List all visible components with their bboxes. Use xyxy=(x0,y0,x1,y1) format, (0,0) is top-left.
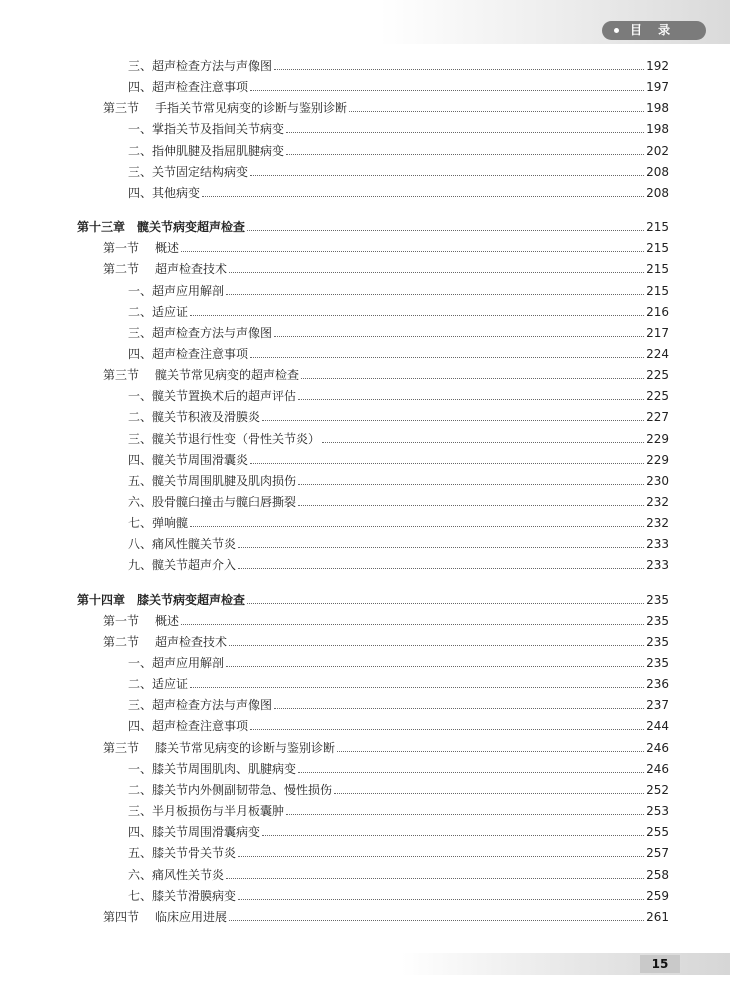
toc-entry-label: 三、超声检查方法与声像图 xyxy=(128,326,273,340)
toc-page-number: 215 xyxy=(646,284,669,298)
toc-page-number: 227 xyxy=(646,410,669,424)
toc-page-number: 198 xyxy=(646,122,669,136)
toc-entry-label: 六、股骨髋臼撞击与髋臼唇撕裂 xyxy=(128,495,297,509)
toc-entry-label: 一、超声应用解剖 xyxy=(128,656,225,670)
toc-page-number: 229 xyxy=(646,432,669,446)
toc-entry-label xyxy=(103,241,179,255)
toc-section-number: 第二节 xyxy=(103,262,140,276)
dot-leader xyxy=(286,813,644,815)
toc-section-number: 第三节 xyxy=(103,368,140,382)
toc-item-entry[interactable] xyxy=(128,138,669,158)
toc-entry-label: 二、指伸肌腱及指屈肌腱病变 xyxy=(128,144,285,158)
toc-entry-label: 三、超声检查方法与声像图 xyxy=(128,59,273,73)
toc-section-title: 概述 xyxy=(155,614,180,628)
toc-entry-label: 一、掌指关节及指间关节病变 xyxy=(128,122,285,136)
toc-page-number: 252 xyxy=(646,783,669,797)
toc-section-number: 第一节 xyxy=(103,614,140,628)
toc-section-entry[interactable] xyxy=(103,735,669,755)
toc-page-number: 246 xyxy=(646,741,669,755)
dot-leader xyxy=(247,229,644,231)
toc-section-number: 第二节 xyxy=(103,635,140,649)
dot-leader xyxy=(262,419,644,421)
toc-page-number: 233 xyxy=(646,537,669,551)
toc-item-entry[interactable] xyxy=(128,840,669,860)
dot-leader xyxy=(298,483,644,485)
toc-entry-label xyxy=(103,635,227,649)
toc-entry-label: 二、髋关节积液及滑膜炎 xyxy=(128,410,261,424)
toc-item-entry[interactable] xyxy=(128,756,669,776)
toc-entry-label xyxy=(103,741,335,755)
toc-item-entry[interactable] xyxy=(128,650,669,670)
dot-leader xyxy=(190,525,644,527)
toc-page-number: 208 xyxy=(646,165,669,179)
toc-section-title: 临床应用进展 xyxy=(155,910,228,924)
toc-item-entry[interactable] xyxy=(128,531,669,551)
toc-page-number: 215 xyxy=(646,241,669,255)
dot-leader xyxy=(238,546,644,548)
toc-entry-label: 五、膝关节骨关节炎 xyxy=(128,846,237,860)
toc-item-entry[interactable] xyxy=(128,447,669,467)
dot-leader xyxy=(250,174,644,176)
toc-item-entry[interactable] xyxy=(128,426,669,446)
toc-entry-label: 四、髋关节周围滑囊炎 xyxy=(128,453,249,467)
dot-leader xyxy=(250,462,644,464)
toc-section-entry[interactable] xyxy=(103,904,669,924)
dot-leader xyxy=(190,686,644,688)
toc-entry-label: 三、髋关节退行性变（骨性关节炎） xyxy=(128,432,321,446)
toc-item-entry[interactable] xyxy=(128,299,669,319)
toc-entry-label: 四、膝关节周围滑囊病变 xyxy=(128,825,261,839)
toc-page-number: 197 xyxy=(646,80,669,94)
toc-page-number: 232 xyxy=(646,516,669,530)
toc-entry-label xyxy=(103,910,227,924)
toc-section-entry[interactable] xyxy=(103,95,669,115)
toc-page-number: 215 xyxy=(646,220,669,234)
dot-leader xyxy=(298,504,644,506)
toc-entry-label: 六、痛风性关节炎 xyxy=(128,868,225,882)
toc-chapter-entry[interactable] xyxy=(77,587,669,607)
toc-page-number: 258 xyxy=(646,868,669,882)
dot-leader xyxy=(262,834,644,836)
toc-entry-label xyxy=(103,614,179,628)
dot-leader xyxy=(250,89,644,91)
toc-item-entry[interactable] xyxy=(128,383,669,403)
toc-entry-label: 三、关节固定结构病变 xyxy=(128,165,249,179)
toc-page-number: 208 xyxy=(646,186,669,200)
toc-item-entry[interactable] xyxy=(128,53,669,73)
toc-page-number: 235 xyxy=(646,656,669,670)
dot-leader xyxy=(301,377,644,379)
dot-leader xyxy=(190,314,644,316)
toc-chapter-entry[interactable] xyxy=(77,214,669,234)
dot-leader xyxy=(250,728,644,730)
toc-entry-label: 一、超声应用解剖 xyxy=(128,284,225,298)
dot-leader xyxy=(229,644,644,646)
dot-leader xyxy=(229,919,644,921)
toc-entry-label: 八、痛风性髋关节炎 xyxy=(128,537,237,551)
dot-leader xyxy=(337,750,644,752)
toc-item-entry[interactable] xyxy=(128,713,669,733)
toc-item-entry[interactable] xyxy=(128,341,669,361)
dot-leader xyxy=(322,441,644,443)
toc-section-number: 第三节 xyxy=(103,101,140,115)
dot-leader xyxy=(274,335,644,337)
toc-page-number: 232 xyxy=(646,495,669,509)
toc-entry-label xyxy=(103,101,347,115)
toc-page-number: 235 xyxy=(646,614,669,628)
toc-item-entry[interactable] xyxy=(128,798,669,818)
toc-section-entry[interactable] xyxy=(103,629,669,649)
toc-item-entry[interactable] xyxy=(128,468,669,488)
toc-page-number: 225 xyxy=(646,368,669,382)
toc-section-entry[interactable] xyxy=(103,362,669,382)
dot-leader xyxy=(229,271,644,273)
toc-item-entry[interactable] xyxy=(128,552,669,572)
toc-item-entry[interactable] xyxy=(128,74,669,94)
dot-leader xyxy=(334,792,644,794)
toc-page-number: 236 xyxy=(646,677,669,691)
toc-section-number: 第四节 xyxy=(103,910,140,924)
toc-entry-label: 四、其他病变 xyxy=(128,186,201,200)
toc-entry-label: 七、弹响髋 xyxy=(128,516,189,530)
toc-entry-label xyxy=(103,262,227,276)
dot-leader xyxy=(274,68,644,70)
toc-section-entry[interactable] xyxy=(103,235,669,255)
toc-page-number: 257 xyxy=(646,846,669,860)
dot-leader xyxy=(226,877,644,879)
toc-page-number: 233 xyxy=(646,558,669,572)
toc-entry-label: 九、髋关节超声介入 xyxy=(128,558,237,572)
toc-page-number: 217 xyxy=(646,326,669,340)
toc-page-number: 255 xyxy=(646,825,669,839)
dot-leader xyxy=(226,665,644,667)
toc-entry-label: 五、髋关节周围肌腱及肌肉损伤 xyxy=(128,474,297,488)
toc-page-number: 261 xyxy=(646,910,669,924)
toc-item-entry[interactable] xyxy=(128,489,669,509)
toc-page-number: 246 xyxy=(646,762,669,776)
toc-entry-label: 第十三章 髋关节病变超声检查 xyxy=(77,220,246,234)
dot-leader xyxy=(250,356,644,358)
toc-section-number: 第三节 xyxy=(103,741,140,755)
dot-leader xyxy=(238,898,644,900)
toc-item-entry[interactable] xyxy=(128,404,669,424)
toc-item-entry[interactable] xyxy=(128,883,669,903)
toc-page-number: 192 xyxy=(646,59,669,73)
toc-page-number: 259 xyxy=(646,889,669,903)
toc-section-title: 手指关节常见病变的诊断与鉴别诊断 xyxy=(155,101,348,115)
toc-page-number: 224 xyxy=(646,347,669,361)
toc-page-number: 202 xyxy=(646,144,669,158)
toc-section-entry[interactable] xyxy=(103,256,669,276)
toc-entry-label: 三、半月板损伤与半月板囊肿 xyxy=(128,804,285,818)
toc-entry-label: 四、超声检查注意事项 xyxy=(128,347,249,361)
toc-item-entry[interactable] xyxy=(128,671,669,691)
page-number: 15 xyxy=(640,955,680,973)
toc-item-entry[interactable] xyxy=(128,180,669,200)
toc-page-number: 216 xyxy=(646,305,669,319)
toc-entry-label: 二、膝关节内外侧副韧带急、慢性损伤 xyxy=(128,783,333,797)
toc-page-number: 230 xyxy=(646,474,669,488)
toc-section-number: 第一节 xyxy=(103,241,140,255)
toc-item-entry[interactable] xyxy=(128,278,669,298)
toc-page-number: 229 xyxy=(646,453,669,467)
dot-leader xyxy=(181,623,644,625)
toc-page-number: 235 xyxy=(646,635,669,649)
toc-entry-label: 二、适应证 xyxy=(128,305,189,319)
footer-band xyxy=(0,953,730,975)
toc-item-entry[interactable] xyxy=(128,777,669,797)
toc-entry-label: 四、超声检查注意事项 xyxy=(128,719,249,733)
toc-entry-label xyxy=(103,368,299,382)
dot-leader xyxy=(226,293,644,295)
toc-page-number: 215 xyxy=(646,262,669,276)
dot-leader xyxy=(286,153,644,155)
dot-leader xyxy=(349,110,644,112)
toc-section-title: 膝关节常见病变的诊断与鉴别诊断 xyxy=(155,741,336,755)
toc-page-number: 237 xyxy=(646,698,669,712)
toc-header-label: 目 录 xyxy=(630,23,677,37)
toc-section-title: 髋关节常见病变的超声检查 xyxy=(155,368,300,382)
toc-page-number: 244 xyxy=(646,719,669,733)
toc-item-entry[interactable] xyxy=(128,819,669,839)
toc-page-number: 235 xyxy=(646,593,669,607)
toc-section-entry[interactable] xyxy=(103,608,669,628)
dot-leader xyxy=(238,567,644,569)
toc-entry-label: 四、超声检查注意事项 xyxy=(128,80,249,94)
dot-leader xyxy=(202,195,644,197)
dot-leader xyxy=(238,855,644,857)
toc-item-entry[interactable] xyxy=(128,116,669,136)
toc-entry-label: 第十四章 膝关节病变超声检查 xyxy=(77,593,246,607)
toc-entry-label: 一、膝关节周围肌肉、肌腱病变 xyxy=(128,762,297,776)
dot-leader xyxy=(298,398,644,400)
dot-leader xyxy=(298,771,644,773)
dot-leader xyxy=(247,602,644,604)
dot-leader xyxy=(181,250,644,252)
toc-entry-label: 三、超声检查方法与声像图 xyxy=(128,698,273,712)
toc-entry-label: 二、适应证 xyxy=(128,677,189,691)
toc-item-entry[interactable] xyxy=(128,510,669,530)
toc-page-number: 225 xyxy=(646,389,669,403)
toc-section-title: 超声检查技术 xyxy=(155,262,228,276)
toc-section-title: 超声检查技术 xyxy=(155,635,228,649)
toc-entry-label: 一、髋关节置换术后的超声评估 xyxy=(128,389,297,403)
toc-page-number: 198 xyxy=(646,101,669,115)
dot-leader xyxy=(274,707,644,709)
toc-item-entry[interactable] xyxy=(128,862,669,882)
toc-item-entry[interactable] xyxy=(128,320,669,340)
toc-page-number: 253 xyxy=(646,804,669,818)
toc-item-entry[interactable] xyxy=(128,692,669,712)
toc-item-entry[interactable] xyxy=(128,159,669,179)
dot-leader xyxy=(286,131,644,133)
toc-entry-label: 七、膝关节滑膜病变 xyxy=(128,889,237,903)
toc-section-title: 概述 xyxy=(155,241,180,255)
